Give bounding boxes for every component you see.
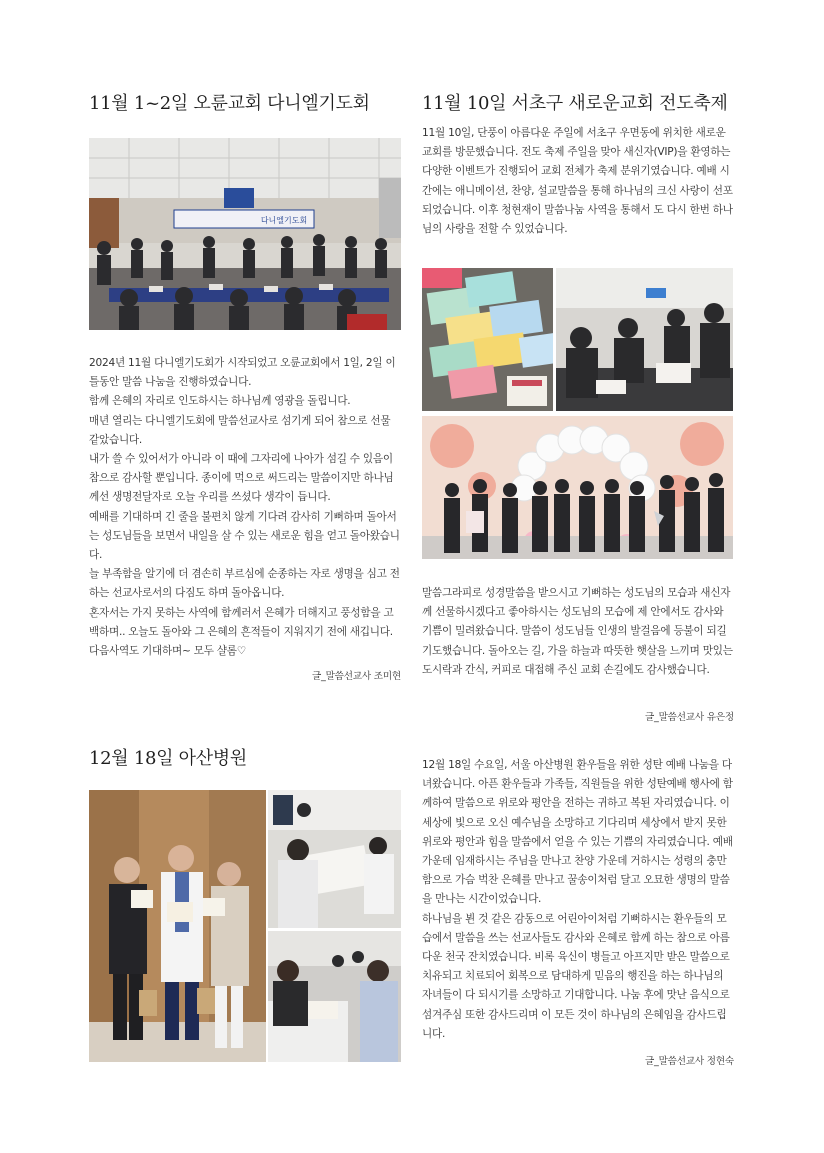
section2-intro-text: 11월 10일, 단풍이 아름다운 주일에 서초구 우면동에 위치한 새로운 교회를 방문했습니다. 전도 축제 주일을 맞아 새신자(VIP)을 환영하는 다양한 이벤트가 진행되어 교회 전체가 축제 분위기였습니다. 예배 시간에는 애니메이션, 찬양, 설교말씀을 통해 하나님의 크신 사랑이 선포되었습니다. 이후 청현재이 말씀나눔 사역을 통해서 도 다시 한번 하나님의 사랑을 전할 수 있었습니다.: [422, 127, 733, 236]
section3-title: 12월 18일 아산병원: [89, 748, 247, 769]
hospital-group-photo: [89, 790, 266, 1062]
sharing-table-photo: [556, 268, 733, 411]
section1-paragraph: 2024년 11월 다니엘기도회가 시작되었고 오륜교회에서 1일, 2일 이틀동안 말씀 나눔을 진행하였습니다.: [89, 357, 396, 389]
section2-body-text: 말씀그라피로 성경말씀을 받으시고 기뻐하는 성도님의 모습과 새신자께 선물하시겠다고 좋아하시는 성도님의 모습에 제 안에서도 감사와 기쁨이 밀려왔습니다. 말씀이 성도님들 인생의 발걸음에 등불이 되길 기도했습니다. 돌아오는 길, 가을 하늘과 따뜻한 햇살을 느끼며 맛있는 도시락과 간식, 커피로 대접해 주신 교회 손길에도 감사했습니다.: [422, 587, 733, 676]
writing-table-photo: [268, 790, 401, 928]
section3-signature: 글_말씀선교사 정현숙: [644, 1056, 734, 1067]
section3-paragraph: 12월 18일 수요일, 서울 아산병원 환우들을 위한 성탄 예배 나눔을 다녀왔습니다. 아픈 환우들과 가족들, 직원들을 위한 성탄예배 행사에 함께하여 말씀으로 위로와 평안을 전하는 귀하고 복된 자리였습니다. 이 세상에 빛으로 오신 예수님을 소망하고 기다리며 세상에서 받지 못한 위로와 평안과 힘을 말씀에서 얻을 수 있는 기쁨의 자리였습니다. 예배 가운데 임재하시는 주님을 만나고 찬양 가운데 거하시는 성령의 충만함으로 가슴 벅찬 은혜를 만나고 꿀송이처럼 달고 오묘한 생명의 말씀을 만나는 시간이었습니다.: [422, 759, 733, 906]
section1-paragraph: 예배를 기대하며 긴 줄을 불편치 않게 기다려 감사히 기뻐하며 돌아서는 성도님들을 보면서 내일을 살 수 있는 새로운 힘을 얻고 돌아왔습니다.: [89, 510, 400, 562]
section1-paragraph: 함께 은혜의 자리로 인도하시는 하나님께 영광을 돌립니다.: [89, 395, 351, 408]
section2-title: 11월 10일 서초구 새로운교회 전도축제: [422, 93, 728, 114]
section2-signature: 글_말씀선교사 유은정: [644, 712, 734, 723]
group-balloon-photo: [422, 416, 733, 559]
sticky-notes-photo: [422, 268, 553, 411]
section1-signature: 글_말씀선교사 조미현: [311, 671, 401, 682]
section1-paragraph: 늘 부족함을 알기에 더 겸손히 부르심에 순종하는 자로 생명을 심고 전하는 선교사로서의 다짐도 하며 돌아옵니다.: [89, 568, 400, 600]
section3-body: [422, 756, 734, 1044]
section1-title: 11월 1~2일 오륜교회 다니엘기도회: [89, 93, 370, 114]
section2-body: [422, 584, 734, 680]
banner-text: 다니엘기도회: [260, 216, 308, 225]
section1-paragraph: 내가 쓸 수 있어서가 아니라 이 때에 그자리에 나아가 섬길 수 있음이 참으로 감사할 뿐입니다. 종이에 먹으로 써드리는 말씀이지만 하나님께선 생명전달자로 오늘 우리를 쓰셨다 생각이 듭니다.: [89, 453, 394, 504]
section2-intro: [422, 124, 734, 239]
prayer-meeting-photo: [89, 138, 401, 330]
section1-paragraph: 혼자서는 가지 못하는 사역에 함께러서 은혜가 더해지고 풍성함을 고백하며.. 오늘도 돌아와 그 은혜의 흔적들이 지워지기 전에 새깁니다. 다음사역도 기대하며~ 모두 샬롬♡: [89, 606, 394, 658]
section1-body: [89, 354, 401, 661]
patient-sharing-photo: [268, 931, 401, 1062]
section3-paragraph: 하나님을 뵌 것 같은 감동으로 어린아이처럼 기뻐하시는 환우들의 모습에서 말씀을 쓰는 선교사들도 감사와 은혜로 함께 하는 참으로 아름다운 천국 잔치였습니다. 비록 육신이 병들고 아프지만 받은 말씀으로 치유되고 치료되어 회복으로 담대하게 믿음의 행진을 하는 하나님의 자녀들이 다 되시기를 소망하고 기대합니다. 나눔 후에 맛난 음식으로 섬겨주심 또한 감사드리며 이 모든 것이 하나님의 은혜임을 감사드립니다.: [422, 912, 730, 1040]
section1-paragraph: 매년 열리는 다니엘기도회에 말씀선교사로 섬기게 되어 참으로 선물 같았습니다.: [89, 414, 391, 446]
